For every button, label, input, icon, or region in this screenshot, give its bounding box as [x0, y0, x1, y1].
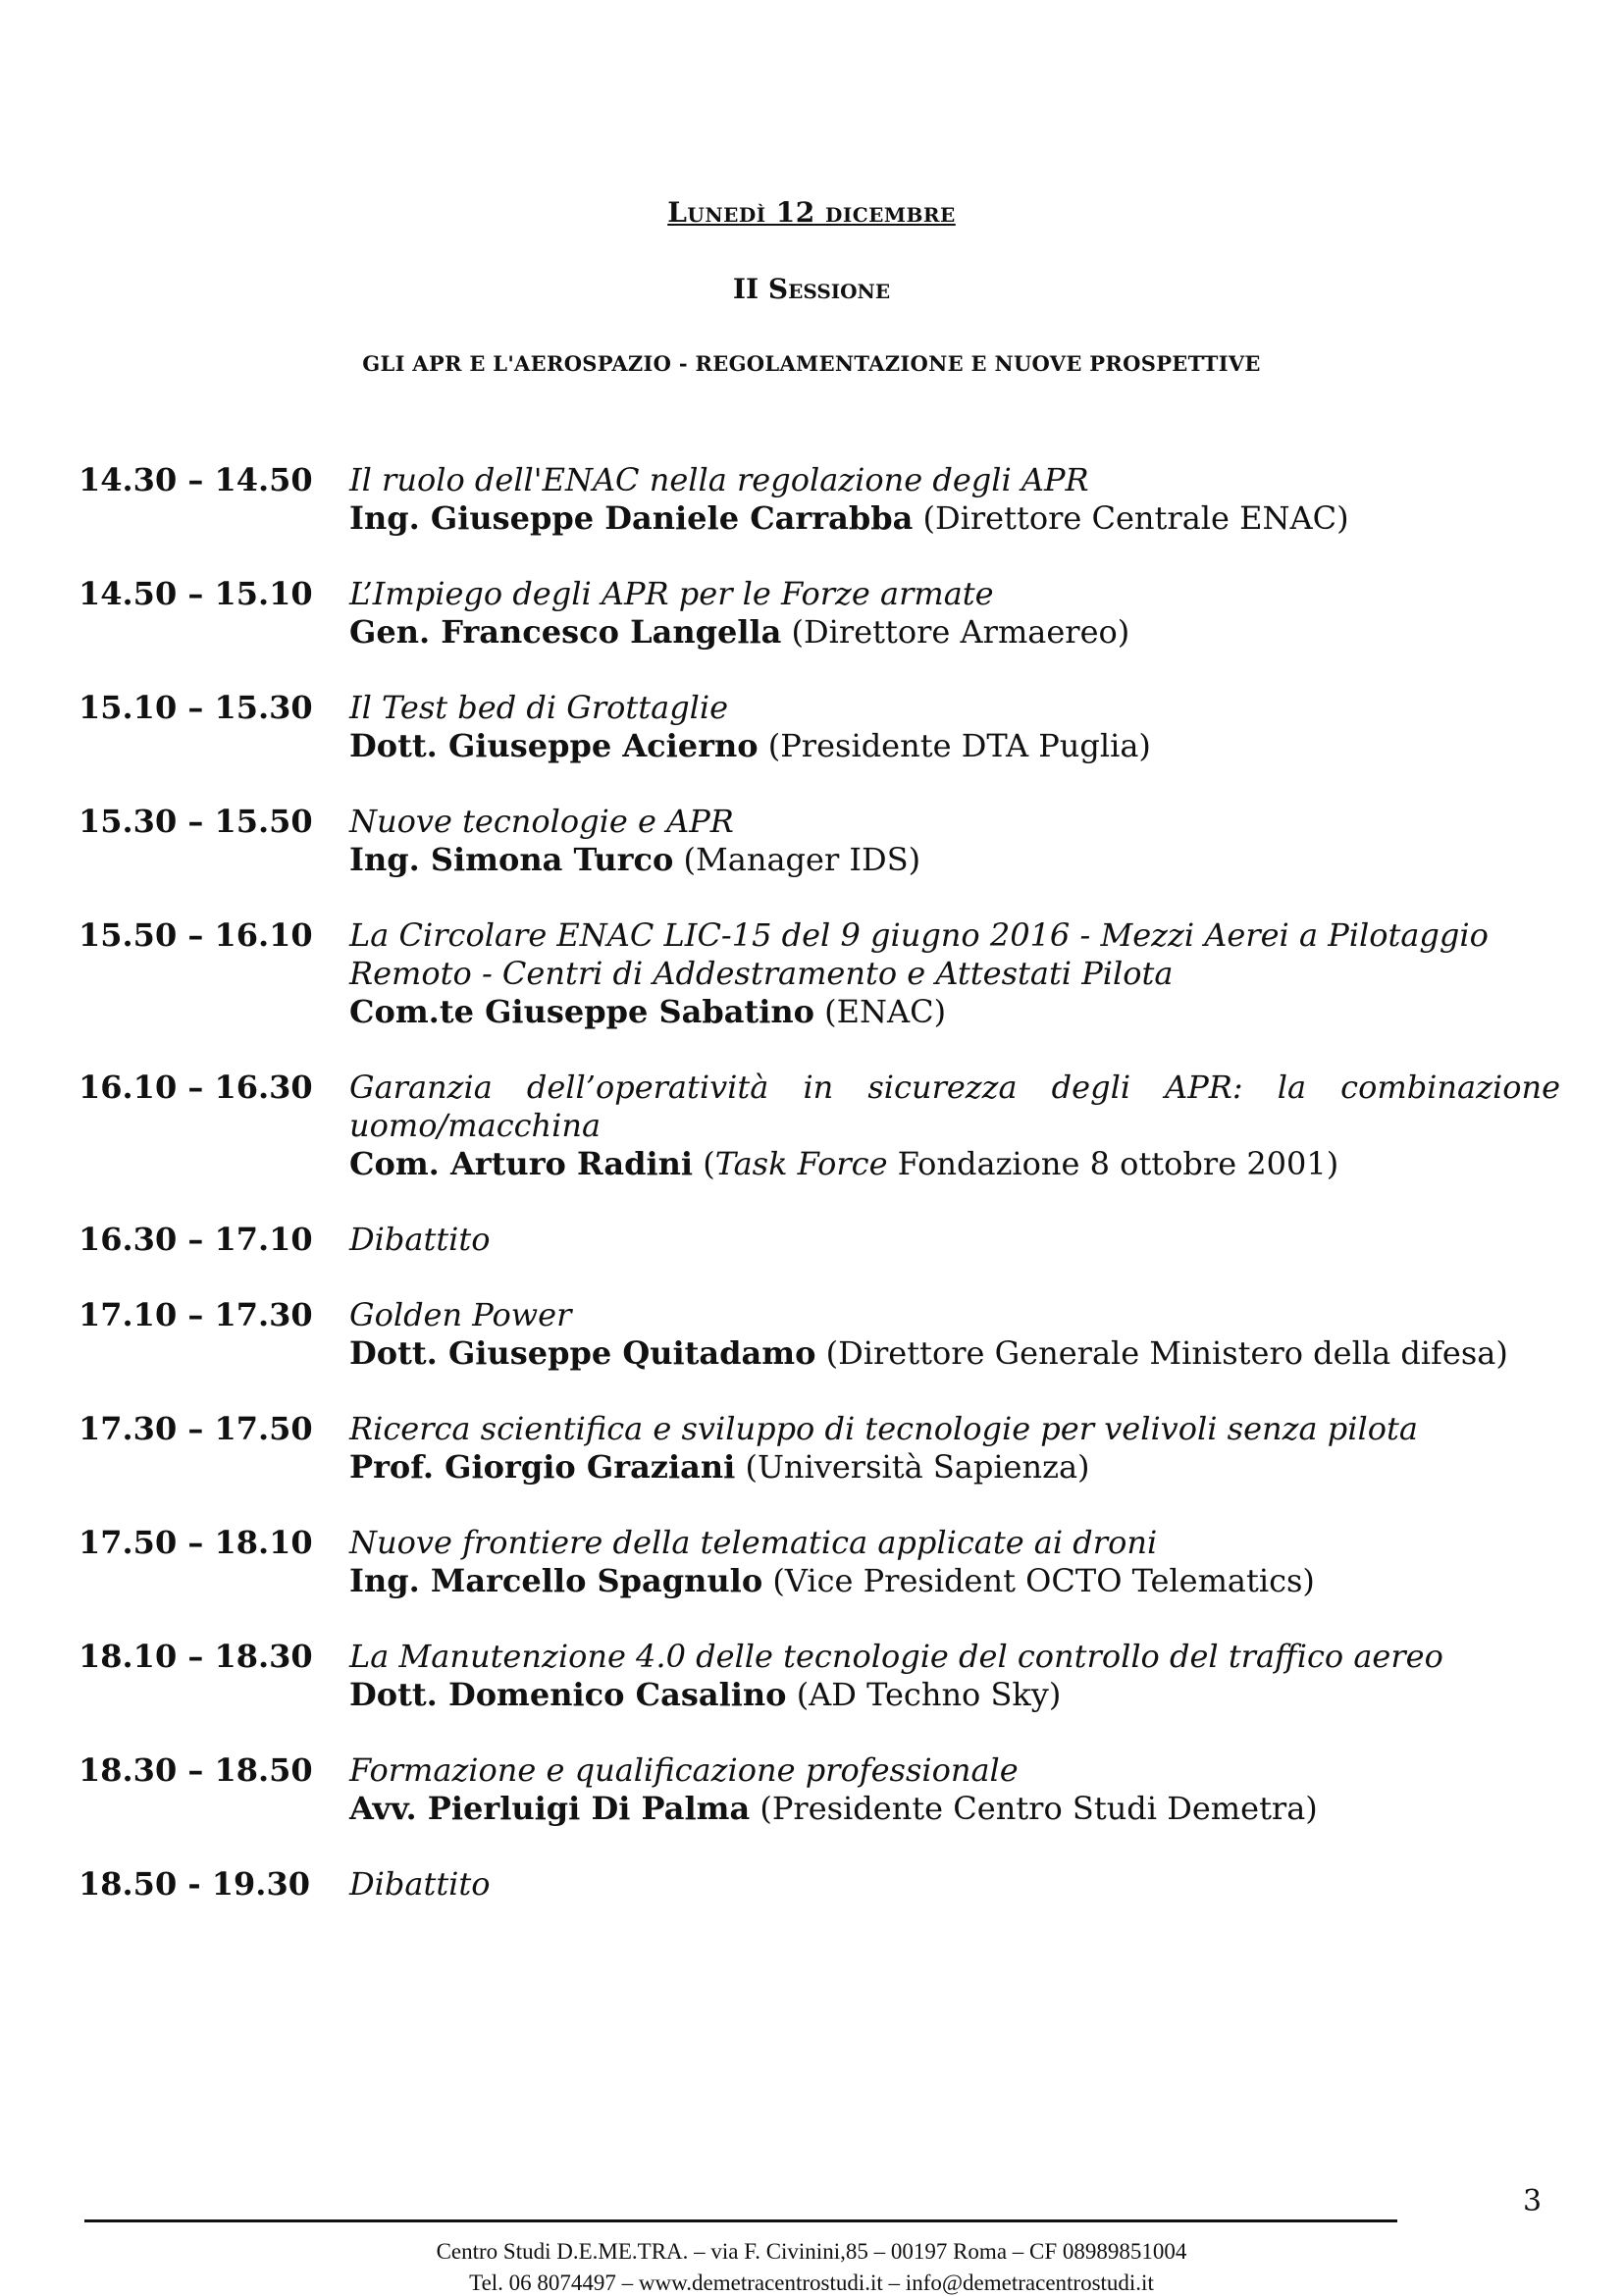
- schedule-item: [79, 1410, 1560, 1487]
- speaker: [349, 993, 1560, 1031]
- talk-title: Ricerca scientifica e sviluppo di tecnologie per velivoli senza pilota: [349, 1410, 1418, 1447]
- time-slot: 17.30 – 17.50: [79, 1410, 313, 1447]
- time-slot: 16.30 – 17.10: [79, 1221, 313, 1258]
- aff-open: (: [703, 1145, 715, 1182]
- schedule-item: [79, 1069, 1560, 1183]
- schedule-item: [79, 1638, 1560, 1714]
- speaker-affiliation: (Direttore Armaereo): [791, 613, 1130, 651]
- speaker: [349, 1676, 1560, 1714]
- time-slot: 16.10 – 16.30: [79, 1069, 313, 1106]
- speaker-name: Dott. Domenico Casalino: [349, 1676, 787, 1713]
- speaker: [349, 1334, 1560, 1373]
- schedule-item: [79, 1221, 1560, 1259]
- aff-italic: Task Force: [714, 1145, 888, 1182]
- speaker: [349, 499, 1560, 538]
- time-slot: 18.10 – 18.30: [79, 1638, 313, 1675]
- speaker-affiliation: (ENAC): [824, 993, 947, 1030]
- speaker-affiliation: (Università Sapienza): [745, 1448, 1090, 1486]
- aff-rest: Fondazione 8 ottobre 2001): [887, 1145, 1339, 1182]
- speaker-name: Ing. Simona Turco: [349, 841, 674, 878]
- time-slot: 15.30 – 15.50: [79, 803, 313, 840]
- talk-title: La Manutenzione 4.0 delle tecnologie del controllo del traffico aereo: [349, 1638, 1443, 1675]
- schedule-item: [79, 1524, 1560, 1600]
- talk-title-line-1: La Circolare ENAC LIC-15 del 9 giugno 2016 - Mezzi Aerei a Pilotaggio: [349, 916, 1489, 954]
- speaker-name: Prof. Giorgio Graziani: [349, 1448, 736, 1486]
- time-slot: 15.50 – 16.10: [79, 916, 313, 954]
- talk-title: Garanzia dell’operatività in sicurezza degli APR: la combinazione uomo/macchina: [349, 1069, 1560, 1144]
- schedule-item: [79, 1296, 1560, 1373]
- speaker: [349, 1562, 1560, 1600]
- talk-title: Il Test bed di Grottaglie: [349, 689, 729, 726]
- speaker: [349, 1145, 1560, 1183]
- schedule-item: [79, 916, 1560, 1031]
- time-slot: 15.10 – 15.30: [79, 689, 313, 726]
- time-slot: 14.30 – 14.50: [79, 461, 313, 498]
- speaker-name: Avv. Pierluigi Di Palma: [349, 1790, 751, 1827]
- time-slot: 17.50 – 18.10: [79, 1524, 313, 1561]
- time-slot: 17.10 – 17.30: [79, 1296, 313, 1333]
- footer-contacts: Tel. 06 8074497 – www.demetracentrostudi.it – info@demetracentrostudi.it: [469, 2270, 1154, 2295]
- day-title: Lunedì 12 dicembre: [667, 196, 956, 229]
- speaker: [349, 613, 1560, 652]
- time-slot: 18.30 – 18.50: [79, 1751, 313, 1789]
- schedule-item: [79, 1751, 1560, 1828]
- session-title: II Sessione: [732, 273, 891, 305]
- time-slot: 14.50 – 15.10: [79, 575, 313, 612]
- talk-title: Golden Power: [349, 1296, 572, 1333]
- speaker-affiliation: (Vice President OCTO Telematics): [772, 1562, 1315, 1599]
- talk-title: Il ruolo dell'ENAC nella regolazione degli APR: [349, 461, 1089, 498]
- page-number: 3: [1523, 2184, 1543, 2218]
- talk-title: Dibattito: [349, 1865, 491, 1903]
- talk-title: Formazione e qualificazione professionale: [349, 1751, 1019, 1789]
- speaker-affiliation: (Manager IDS): [683, 841, 921, 878]
- speaker: [349, 841, 1560, 879]
- schedule-item: [79, 1865, 1560, 1904]
- speaker-name: Ing. Giuseppe Daniele Carrabba: [349, 499, 914, 537]
- speaker-name: Com.te Giuseppe Sabatino: [349, 993, 814, 1030]
- speaker: [349, 727, 1560, 765]
- talk-title: Nuove frontiere della telematica applicate ai droni: [349, 1524, 1158, 1561]
- time-slot: 18.50 - 19.30: [79, 1865, 310, 1903]
- speaker-affiliation: (AD Techno Sky): [796, 1676, 1062, 1713]
- talk-title: L’Impiego degli APR per le Forze armate: [349, 575, 994, 612]
- talk-title: Dibattito: [349, 1221, 491, 1258]
- schedule: [79, 461, 1560, 1941]
- footer-divider: [84, 2219, 1397, 2222]
- speaker: [349, 1790, 1560, 1828]
- schedule-item: [79, 461, 1560, 538]
- speaker-name: Com. Arturo Radini: [349, 1145, 694, 1182]
- speaker-affiliation: (Presidente DTA Puglia): [767, 727, 1151, 764]
- speaker-name: Gen. Francesco Langella: [349, 613, 782, 651]
- footer-address: Centro Studi D.E.ME.TRA. – via F. Civinini,85 – 00197 Roma – CF 08989851004: [436, 2239, 1187, 2264]
- speaker-name: Dott. Giuseppe Acierno: [349, 727, 759, 764]
- schedule-item: [79, 575, 1560, 652]
- session-subtitle: GLI APR E L'AEROSPAZIO - REGOLAMENTAZIONE E NUOVE PROSPETTIVE: [362, 351, 1261, 376]
- speaker-affiliation: (Direttore Centrale ENAC): [922, 499, 1349, 537]
- speaker: [349, 1448, 1560, 1487]
- schedule-item: [79, 689, 1560, 765]
- speaker-affiliation: (Direttore Generale Ministero della difesa): [825, 1334, 1508, 1372]
- speaker-affiliation: (Presidente Centro Studi Demetra): [759, 1790, 1318, 1827]
- speaker-name: Ing. Marcello Spagnulo: [349, 1562, 763, 1599]
- schedule-item: [79, 803, 1560, 879]
- talk-title-line-2: Remoto - Centri di Addestramento e Attestati Pilota: [349, 955, 1174, 992]
- talk-title: Nuove tecnologie e APR: [349, 803, 734, 840]
- speaker-name: Dott. Giuseppe Quitadamo: [349, 1334, 816, 1372]
